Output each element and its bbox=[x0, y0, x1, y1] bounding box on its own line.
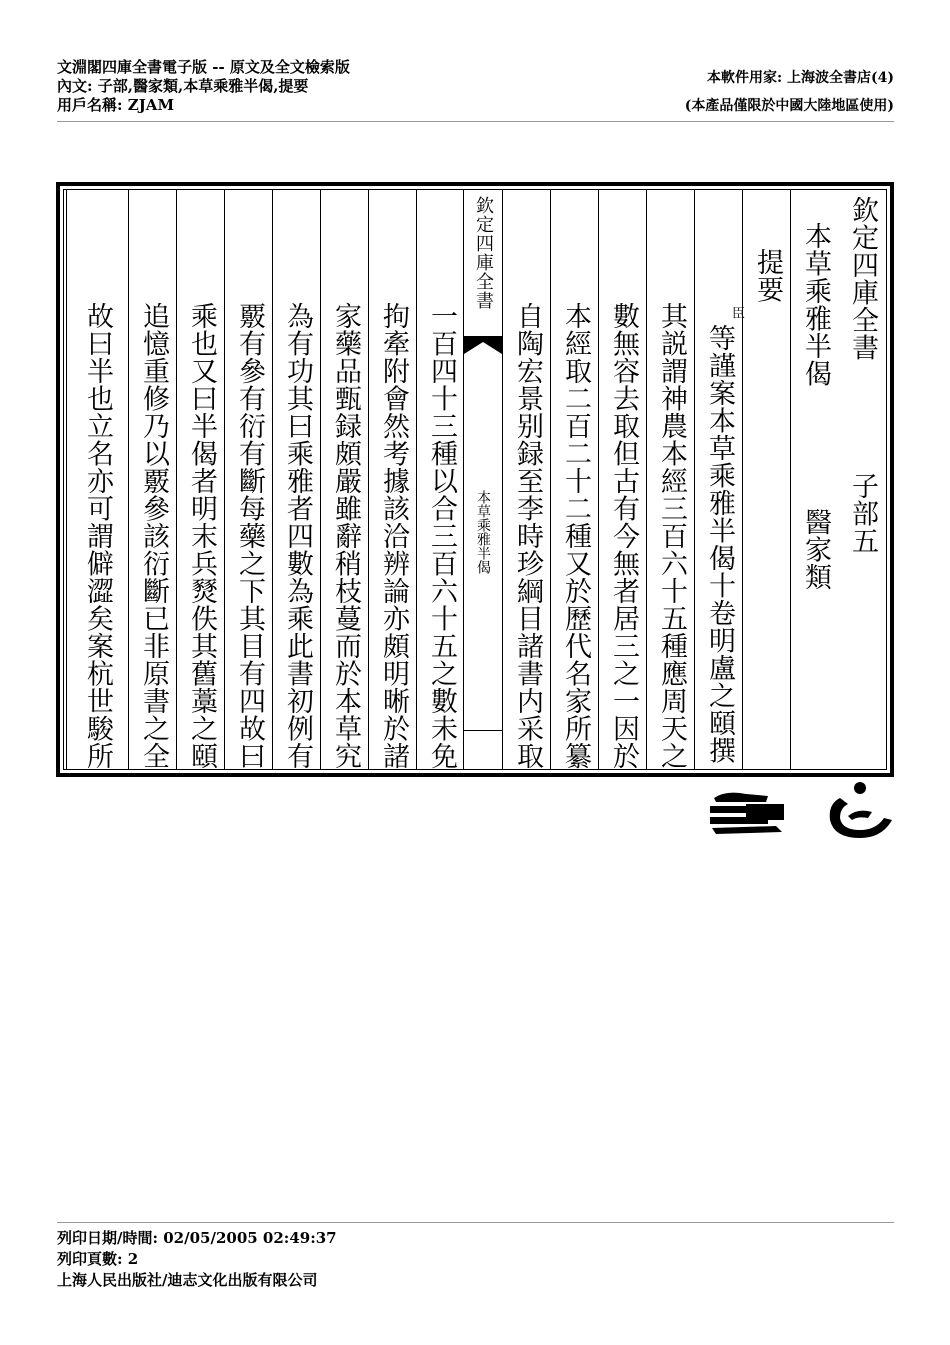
text-line: 數無容去取但古有今無者居三之一因於 bbox=[608, 302, 639, 770]
banxin-subtitle: 本草乘雅半偈 bbox=[475, 490, 491, 574]
text-line: 本經取二百二十二種又於歷代名家所纂 bbox=[560, 302, 591, 770]
text-line: 故曰半也立名亦可謂僻澀矣案杭世駿所 bbox=[82, 302, 113, 770]
text-column-10 bbox=[368, 190, 416, 769]
text-line: 自陶宏景别録至李時珍綱目諸書内采取 bbox=[512, 302, 543, 770]
header-restriction: (本產品僅限於中國大陸地區使用) bbox=[684, 98, 894, 114]
text-line: 家藥品甄録頗嚴雖辭稍枝蔓而於本草究 bbox=[330, 302, 361, 770]
publisher-logo-emblem-icon bbox=[820, 780, 898, 850]
text-line: 為有功其曰乘雅者四數為乘此書初例有 bbox=[282, 302, 313, 770]
text-column-2 bbox=[790, 190, 838, 769]
banxin-divider bbox=[464, 730, 502, 731]
text-column-14 bbox=[176, 190, 224, 769]
text-column-7 bbox=[550, 190, 598, 769]
text-line: 一百四十三種以合三百六十五之數未免 bbox=[426, 302, 457, 770]
header-license-info bbox=[685, 64, 894, 120]
section-label: 子部五 bbox=[847, 472, 878, 555]
text-line: 覈有參有衍有斷每藥之下其目有四故曰 bbox=[234, 302, 265, 770]
text-line: 追憶重修乃以覈參該衍斷已非原書之全 bbox=[138, 302, 169, 770]
document-footer bbox=[57, 1228, 337, 1291]
text-column-4 bbox=[694, 190, 742, 769]
text-column-5 bbox=[646, 190, 694, 769]
book-title: 欽定四庫全書 bbox=[847, 196, 878, 361]
text-column-15 bbox=[128, 190, 176, 769]
header-licensee: 本軟件用家: 上海波全書店(4) bbox=[706, 70, 894, 86]
text-column-16 bbox=[66, 190, 128, 769]
publisher-logo-bars-icon bbox=[706, 780, 788, 840]
page-inner-border bbox=[63, 189, 887, 770]
text-line: 其説謂神農本經三百六十五種應周天之 bbox=[656, 302, 687, 770]
text-column-3 bbox=[742, 190, 790, 769]
center-fold-banxin bbox=[463, 190, 502, 769]
category-label: 醫家類 bbox=[800, 508, 831, 591]
text-column-12 bbox=[272, 190, 320, 769]
footer-print-pages: 列印頁數: 2 bbox=[57, 1250, 139, 1268]
fishtail-mark-icon bbox=[464, 336, 502, 354]
header-divider bbox=[57, 121, 894, 122]
header-content-path: 內文: 子部,醫家類,本草乘雅半偈,提要 bbox=[57, 77, 309, 95]
minister-mark: 臣 bbox=[729, 306, 744, 320]
text-line: 等謹案本草乘雅半偈十卷明盧之頤撰 bbox=[704, 324, 735, 764]
text-column-13 bbox=[224, 190, 272, 769]
header-edition-title: 文淵閣四庫全書電子版 -- 原文及全文檢索版 bbox=[57, 58, 350, 76]
text-line: 乘也又曰半偈者明末兵燹佚其舊藁之頤 bbox=[186, 302, 217, 770]
text-column-9 bbox=[416, 190, 464, 769]
footer-divider bbox=[57, 1222, 894, 1223]
work-title: 本草乘雅半偈 bbox=[800, 222, 831, 387]
text-line: 拘牽附會然考據該洽辨論亦頗明晰於諸 bbox=[378, 302, 409, 770]
banxin-title: 欽定四庫全書 bbox=[473, 196, 494, 310]
text-column-8 bbox=[502, 190, 550, 769]
footer-print-time: 列印日期/時間: 02/05/2005 02:49:37 bbox=[57, 1229, 337, 1247]
header-username: 用戶名稱: ZJAM bbox=[57, 96, 175, 114]
summary-heading: 提要 bbox=[752, 248, 783, 303]
scanned-page-frame bbox=[56, 182, 894, 777]
text-column-6 bbox=[598, 190, 646, 769]
text-column-11 bbox=[320, 190, 368, 769]
text-column-1 bbox=[838, 190, 886, 769]
document-header bbox=[57, 58, 350, 115]
footer-publisher: 上海人民出版社/迪志文化出版有限公司 bbox=[57, 1271, 318, 1289]
